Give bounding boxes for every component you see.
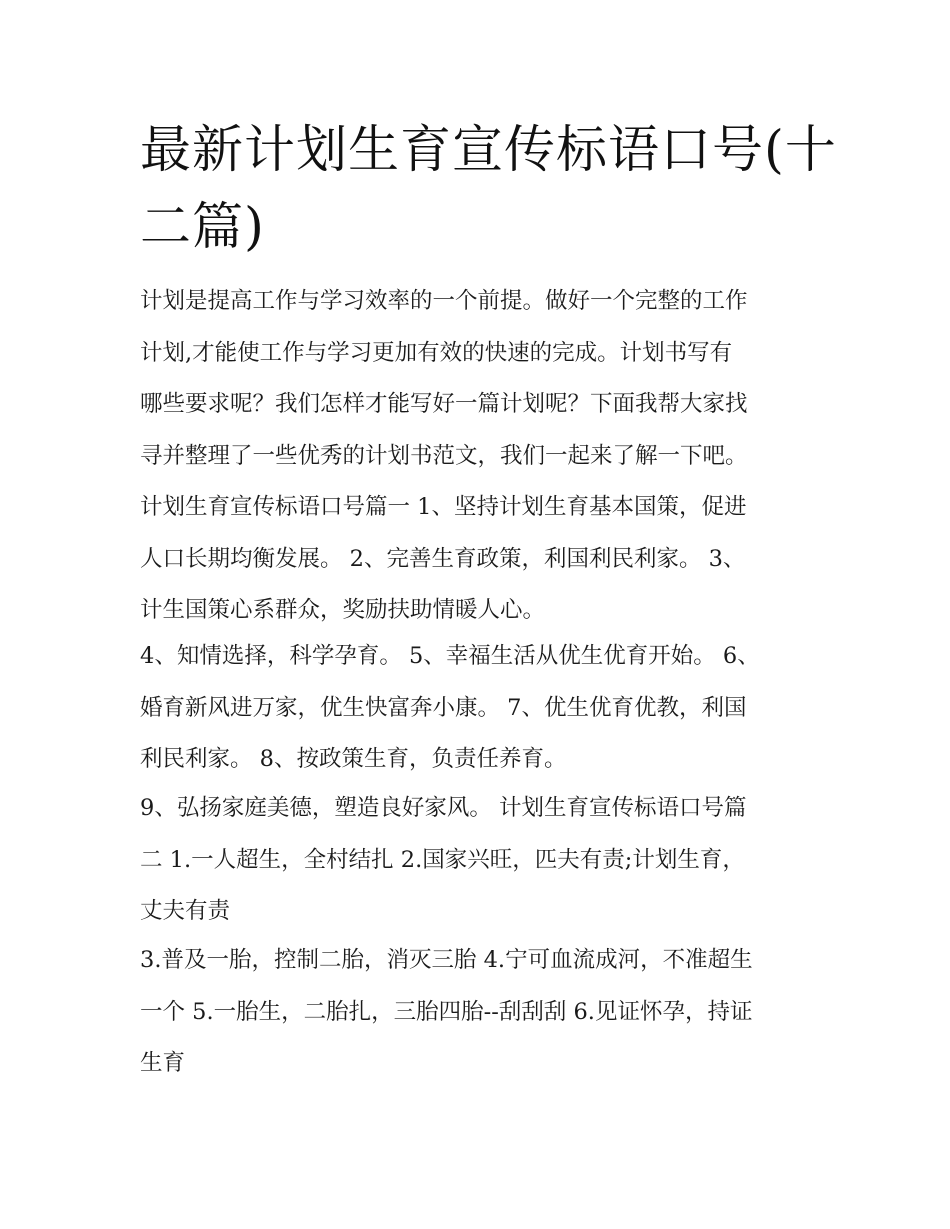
title-line: 二篇) [140,198,265,257]
text-line: 寻并整理了一些优秀的计划书范文，我们一起来了解一下吧。 [140,442,748,469]
text-line: 计划,才能使工作与学习更加有效的快速的完成。计划书写有 [140,339,733,366]
text-line: 4、知情选择，科学孕育。 5、幸福生活从优生优育开始。 6、 [140,643,760,669]
text-line: 计生国策心系群众，奖励扶助情暖人心。 [140,597,546,623]
paragraph-slogans-3-6 [140,935,830,1090]
text-line: 3.普及一胎，控制二胎，消灭三胎 4.宁可血流成河，不准超生 [140,947,753,973]
text-line: 计划是提高工作与学习效率的一个前提。做好一个完整的工作 [140,288,748,314]
text-line: 生育 [140,1050,186,1076]
text-line: 二 1.一人超生，全村结扎 2.国家兴旺，匹夫有责;计划生育， [140,846,745,873]
document-title [140,112,837,266]
paragraph-slogans-9 [140,783,830,938]
text-line: 婚育新风进万家，优生快富奔小康。 7、优生优育优教，利国 [140,694,747,721]
text-line: 人口长期均衡发展。 2、完善生育政策，利国利民利家。 3、 [140,545,746,572]
text-line: 利民利家。 8、按政策生育，负责任养育。 [140,746,567,772]
text-line: 9、弘扬家庭美德，塑造良好家风。 计划生育宣传标语口号篇 [140,795,747,821]
paragraph-slogans-4-8 [140,631,830,786]
text-line: 计划生育宣传标语口号篇一 1、坚持计划生育基本国策，促进 [140,494,747,520]
text-line: 一个 5.一胎生，二胎扎，三胎四胎--刮刮刮 6.见证怀孕，持证 [140,998,753,1025]
text-line: 丈夫有责 [140,898,231,924]
paragraph-intro [140,276,830,637]
text-line: 哪些要求呢？我们怎样才能写好一篇计划呢？下面我帮大家找 [140,391,748,417]
title-line: 最新计划生育宣传标语口号(十 [140,121,837,180]
